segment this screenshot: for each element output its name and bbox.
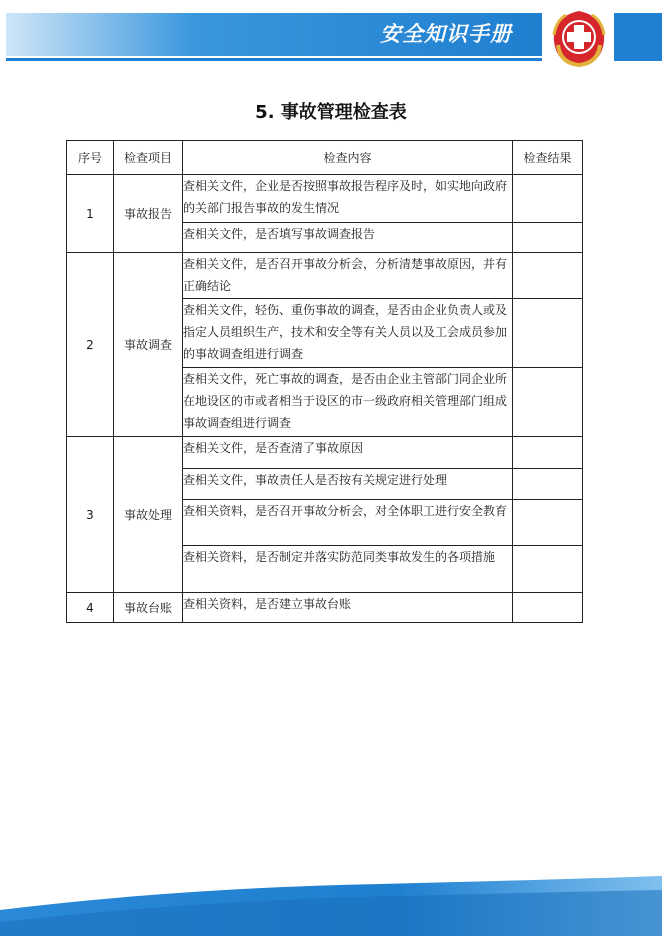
page-title: 5. 事故管理检查表 — [255, 102, 407, 123]
header-banner — [6, 13, 542, 56]
check-content: 查相关文件，轻伤、重伤事故的调查，是否由企业负责人或及指定人员组织生产，技术和安全等有关人员以及工会成员参加的事故调查组进行调查 — [183, 299, 513, 368]
page-header — [0, 0, 662, 72]
check-result[interactable] — [513, 593, 583, 623]
safety-cross-emblem-icon — [548, 5, 610, 71]
check-content: 查相关资料，是否建立事故台账 — [183, 593, 513, 623]
group-item: 事故处理 — [114, 437, 183, 593]
group-number: 4 — [67, 593, 114, 623]
check-content: 查相关文件，企业是否按照事故报告程序及时，如实地向政府的关部门报告事故的发生情况 — [183, 175, 513, 223]
check-result[interactable] — [513, 437, 583, 469]
check-content: 查相关文件，是否查清了事故原因 — [183, 437, 513, 469]
group-item: 事故调查 — [114, 253, 183, 437]
table-row — [67, 437, 583, 469]
check-result[interactable] — [513, 469, 583, 500]
table-row — [67, 175, 583, 223]
check-result[interactable] — [513, 175, 583, 223]
check-content: 查相关文件，事故责任人是否按有关规定进行处理 — [183, 469, 513, 500]
header-title: 安全知识手册 — [380, 22, 512, 46]
check-result[interactable] — [513, 368, 583, 437]
header-underline — [6, 58, 542, 61]
check-content: 查相关文件，死亡事故的调查，是否由企业主管部门同企业所在地设区的市或者相当于设区的市一级政府相关管理部门组成事故调查组进行调查 — [183, 368, 513, 437]
group-item: 事故报告 — [114, 175, 183, 253]
check-content: 查相关资料，是否制定并落实防范同类事故发生的各项措施 — [183, 546, 513, 593]
header-item: 检查项目 — [114, 141, 183, 175]
group-number: 1 — [67, 175, 114, 253]
header-no: 序号 — [67, 141, 114, 175]
check-result[interactable] — [513, 546, 583, 593]
check-content: 查相关文件，是否召开事故分析会，分析清楚事故原因，并有正确结论 — [183, 253, 513, 299]
header-banner-end — [614, 13, 662, 61]
footer-wave — [0, 870, 662, 936]
check-result[interactable] — [513, 299, 583, 368]
header-result: 检查结果 — [513, 141, 583, 175]
header-content: 检查内容 — [183, 141, 513, 175]
check-result[interactable] — [513, 253, 583, 299]
check-content: 查相关资料，是否召开事故分析会，对全体职工进行安全教育 — [183, 500, 513, 546]
table-header-row — [67, 141, 583, 175]
check-result[interactable] — [513, 223, 583, 253]
group-number: 2 — [67, 253, 114, 437]
check-result[interactable] — [513, 500, 583, 546]
table-row — [67, 253, 583, 299]
accident-checklist-table — [66, 140, 583, 623]
group-number: 3 — [67, 437, 114, 593]
group-item: 事故台账 — [114, 593, 183, 623]
check-content: 查相关文件，是否填写事故调查报告 — [183, 223, 513, 253]
table-row — [67, 593, 583, 623]
